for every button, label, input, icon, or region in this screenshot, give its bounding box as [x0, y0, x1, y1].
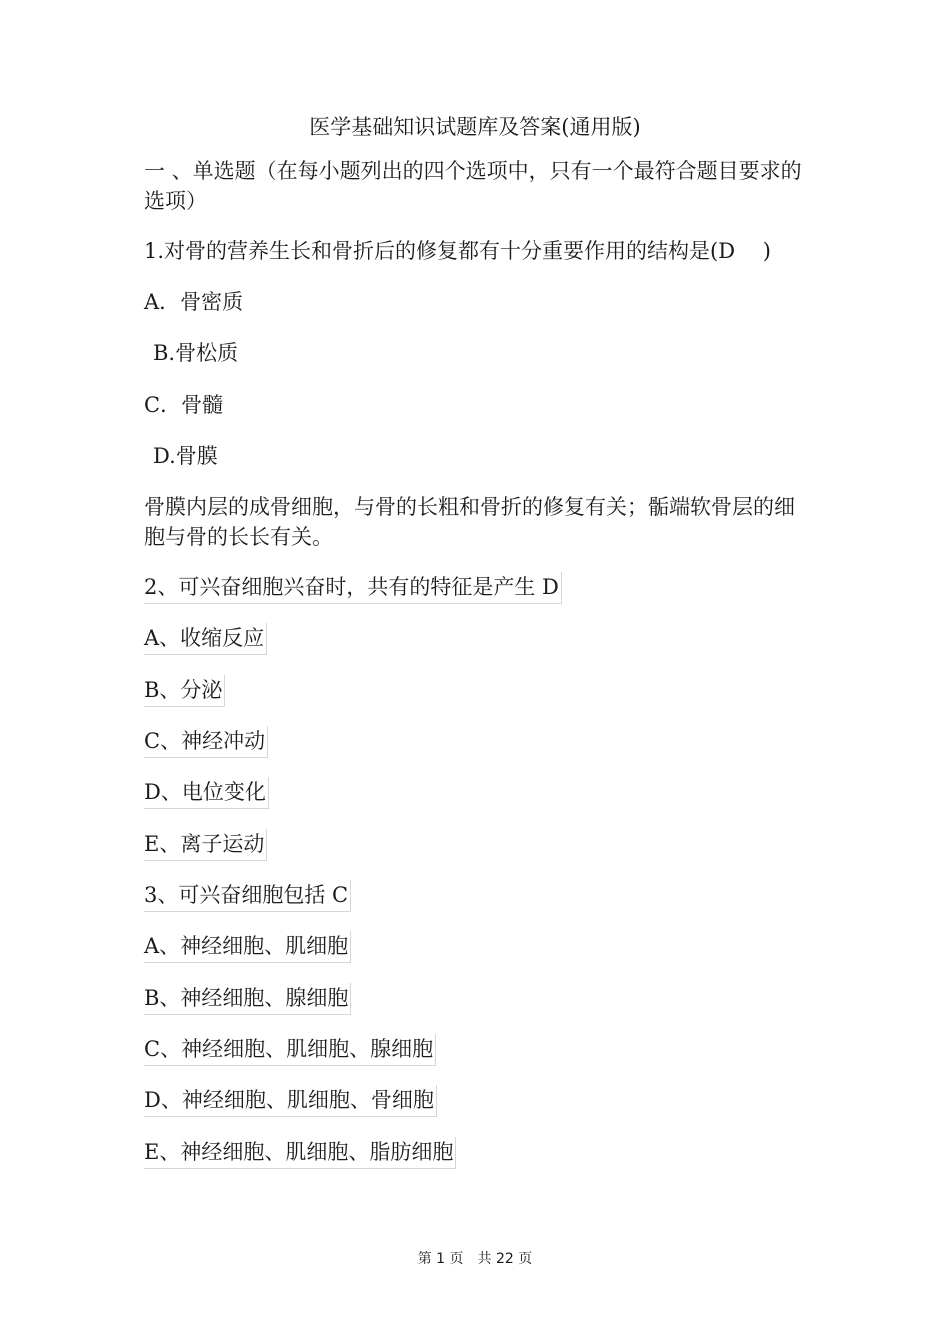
question-1-option-d: D.骨膜: [153, 444, 218, 468]
document-title: 医学基础知识试题库及答案(通用版): [309, 115, 641, 139]
question-3-option-d: D、神经细胞、肌细胞、骨细胞: [144, 1085, 437, 1117]
section-heading: 一 、单选题（在每小题列出的四个选项中，只有一个最符合题目要求的选项）: [144, 159, 802, 213]
question-3-stem: 3、可兴奋细胞包括 C: [144, 880, 351, 912]
question-1-option-b: B.骨松质: [153, 341, 239, 365]
question-3-option-a: A、神经细胞、肌细胞: [144, 931, 351, 963]
page-number-footer: 第 1 页 共 22 页: [417, 1251, 533, 1267]
question-3-option-b: B、神经细胞、腺细胞: [144, 983, 351, 1015]
question-1-stem: 1.对骨的营养生长和骨折后的修复都有十分重要作用的结构是(D ): [144, 239, 771, 263]
question-2-stem: 2、可兴奋细胞兴奋时，共有的特征是产生 D: [144, 572, 562, 604]
question-1-explanation: 骨膜内层的成骨细胞，与骨的长粗和骨折的修复有关；骺端软骨层的细胞与骨的长长有关。: [144, 495, 795, 549]
question-2-option-b: B、分泌: [144, 675, 225, 707]
question-2-option-c: C、神经冲动: [144, 726, 268, 758]
question-2-option-d: D、电位变化: [144, 777, 269, 809]
question-1-option-c: C．骨髓: [144, 393, 224, 417]
question-3-option-e: E、神经细胞、肌细胞、脂肪细胞: [144, 1137, 456, 1169]
question-2-option-a: A、收缩反应: [144, 623, 267, 655]
question-3-option-c: C、神经细胞、肌细胞、腺细胞: [144, 1034, 436, 1066]
question-1-option-a: A．骨密质: [144, 290, 244, 314]
question-2-option-e: E、离子运动: [144, 829, 267, 861]
